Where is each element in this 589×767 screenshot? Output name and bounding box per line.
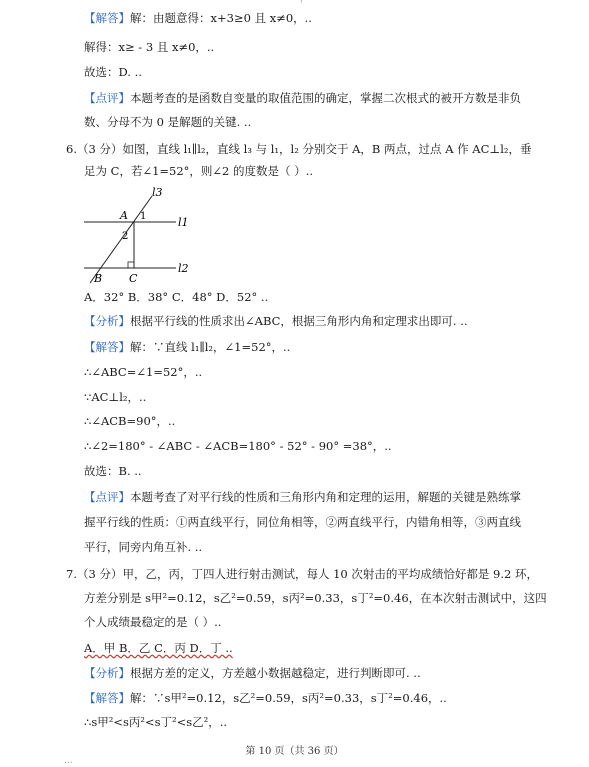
answer-6-line-2: ∴∠ABC=∠1=52°，..: [84, 365, 203, 379]
right-angle-mark: [128, 262, 134, 268]
question-6-line-1: 6.（3 分）如图，直线 l₁∥l₂，直线 l₃ 与 l₁，l₂ 分别交于 A，B 两点，过点 A 作 AC⊥l₂，垂: [66, 142, 532, 156]
question-7-line-2: 方差分别是 s甲²=0.12，s乙²=0.59，s丙²=0.33，s丁²=0.46，在本次射击测试中，这四: [84, 591, 547, 605]
label-angle-1: 1: [140, 211, 147, 222]
question-6-line-2: 足为 C，若∠1=52°，则∠2 的度数是（ ）..: [84, 164, 313, 178]
label-l3: l3: [152, 186, 163, 199]
analysis-7: [84, 665, 421, 681]
answer-tag: 【解答】: [84, 691, 130, 705]
answer-6-line-3: ∵AC⊥l₂，..: [84, 390, 147, 404]
comment-6-line-3: 平行，同旁内角互补. ..: [84, 540, 203, 554]
comment-6-line-2: 握平行线的性质：①两直线平行，同位角相等，②两直线平行，内错角相等，③两直线: [84, 515, 521, 529]
line-text: 根据方差的定义，方差越小数据越稳定，进行判断即可. ..: [130, 666, 421, 680]
answer-tag: 【解答】: [84, 340, 130, 354]
label-a: A: [120, 209, 128, 222]
comment-tag: 【点评】: [84, 490, 130, 504]
analysis-tag: 【分析】: [84, 314, 130, 328]
label-l1: l1: [178, 216, 189, 229]
analysis-tag: 【分析】: [84, 666, 130, 680]
text-line-2: 解得：x≥ - 3 且 x≠0，..: [84, 40, 215, 54]
question-7-line-1: 7.（3 分）甲，乙，丙，丁四人进行射击测试，每人 10 次射击的平均成绩恰好都是 9.2 环，: [66, 567, 538, 581]
top-mark: ': [300, 0, 303, 10]
question-6-options: A．32° B．38° C．48° D．52° ..: [84, 290, 269, 304]
answer-line-1: [84, 10, 312, 26]
answer-6-line-6: 故选：B. ..: [84, 464, 142, 478]
question-7-options: A．甲 B．乙 C．丙 D．丁 ..: [84, 641, 233, 655]
bottom-mark: ...: [64, 756, 73, 766]
comment-tag: 【点评】: [84, 91, 130, 105]
answer-tag: 【解答】: [84, 11, 130, 25]
line-text: 本题考查的是函数自变量的取值范围的确定，掌握二次根式的被开方数是非负: [130, 91, 521, 105]
question-7-line-3: 个人成绩最稳定的是（ ）..: [84, 615, 222, 629]
comment-6-line-1: [84, 489, 521, 505]
comment-line-1: [84, 90, 521, 106]
answer-7-line-2: ∴s甲²<s丙²<s丁²<s乙²，..: [84, 715, 228, 729]
label-c: C: [129, 272, 138, 285]
answer-6-line-4: ∴∠ACB=90°，..: [84, 414, 176, 428]
text-line-3: 故选：D. ..: [84, 65, 142, 79]
line-text: 解：∵直线 l₁∥l₂，∠1=52°，..: [130, 340, 291, 354]
label-b: B: [94, 272, 103, 285]
line-text: 本题考查了对平行线的性质和三角形内角和定理的运用，解题的关键是熟练掌: [130, 490, 521, 504]
comment-line-2: 数、分母不为 0 是解题的关键. ..: [84, 115, 252, 129]
page-footer: 第 10 页（共 36 页）: [245, 746, 344, 757]
analysis-6: [84, 313, 468, 329]
line-text: 根据平行线的性质求出∠ABC，根据三角形内角和定理求出即可. ..: [130, 314, 468, 328]
label-l2: l2: [178, 262, 189, 275]
label-angle-2: 2: [122, 231, 129, 242]
geometry-figure: [80, 186, 200, 286]
line-text: 解：由题意得：x+3≥0 且 x≠0，..: [130, 11, 312, 25]
answer-6-line-1: [84, 339, 290, 355]
line-text: 解：∵s甲²=0.12，s乙²=0.59，s丙²=0.33，s丁²=0.46，..: [130, 691, 447, 705]
answer-7-line-1: [84, 690, 447, 706]
answer-6-line-5: ∴∠2=180° - ∠ABC - ∠ACB=180° - 52° - 90° =38°，..: [84, 439, 392, 453]
